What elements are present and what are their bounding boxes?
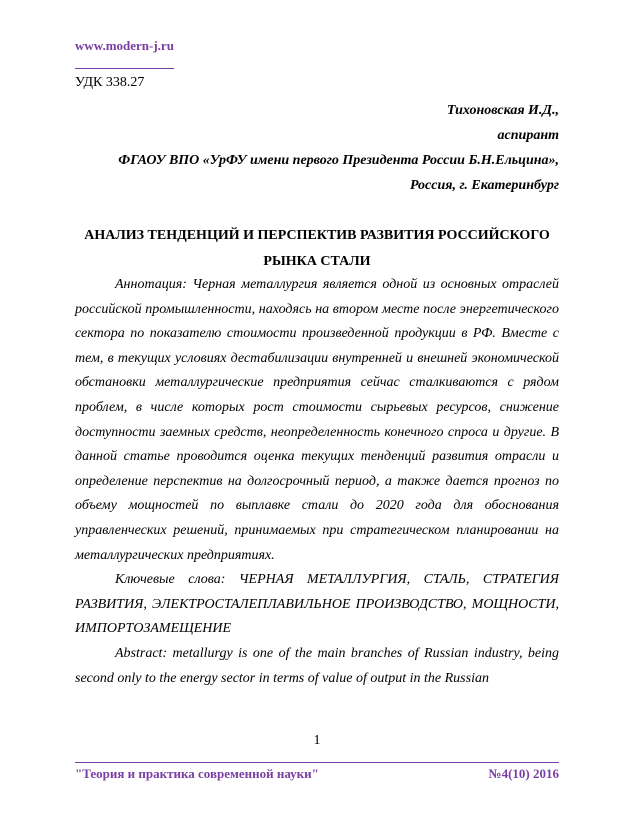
keywords-paragraph: Ключевые слова: ЧЕРНАЯ МЕТАЛЛУРГИЯ, СТАЛЬ, СТРАТЕГИЯ РАЗВИТИЯ, ЭЛЕКТРОСТАЛЕПЛАВИЛЬНОЕ ПРОИЗВОДСТВО, МОЩНОСТИ, ИМПОРТОЗАМЕЩЕНИЕ — [75, 572, 559, 637]
header-divider — [75, 68, 174, 69]
author-position: аспирант — [497, 128, 559, 143]
author-block — [118, 98, 559, 198]
article-title: АНАЛИЗ ТЕНДЕНЦИЙ И ПЕРСПЕКТИВ РАЗВИТИЯ РОССИЙСКОГО РЫНКА СТАЛИ — [84, 228, 550, 269]
site-url-link[interactable]: www.modern-j.ru — [75, 38, 174, 53]
page-number: 1 — [313, 733, 321, 748]
footer-divider — [75, 762, 559, 763]
author-name: Тихоновская И.Д., — [446, 103, 559, 118]
article-body — [75, 273, 559, 691]
udk-code: УДК 338.27 — [75, 75, 145, 90]
abstract-paragraph: Abstract: metallurgy is one of the main branches of Russian industry, being second only to the energy sector in terms of value of output in the Russian — [75, 645, 559, 686]
annotation-paragraph: Аннотация: Черная металлургия является одной из основных отраслей российской промышленности, находясь на втором месте после энергетического сектора по показателю стоимости произведенной продукции в РФ. Вместе с тем, в текущих условиях дестабилизации внутренней и внешней экономической обстановки металлургические предприятия сейчас сталкиваются с рядом проблем, в числе которых рост стоимости сырьевых ресурсов, снижение доступности заемных средств, неопределенность конечного спроса и другие. В данной статье проводится оценка текущих тенденций развития отрасли и определение перспектив на долгосрочный период, а также дается прогноз по объему мощностей по выплавке стали до 2020 года для обоснования управленческих решений, принимаемых при стратегическом планировании на металлургических предприятиях. — [75, 277, 559, 563]
author-affiliation: ФГАОУ ВПО «УрФУ имени первого Президента России Б.Н.Ельцина», — [118, 153, 559, 168]
journal-name: "Теория и практика современной науки" — [75, 766, 319, 781]
journal-issue: №4(10) 2016 — [488, 766, 559, 781]
author-location: Россия, г. Екатеринбург — [409, 178, 559, 193]
